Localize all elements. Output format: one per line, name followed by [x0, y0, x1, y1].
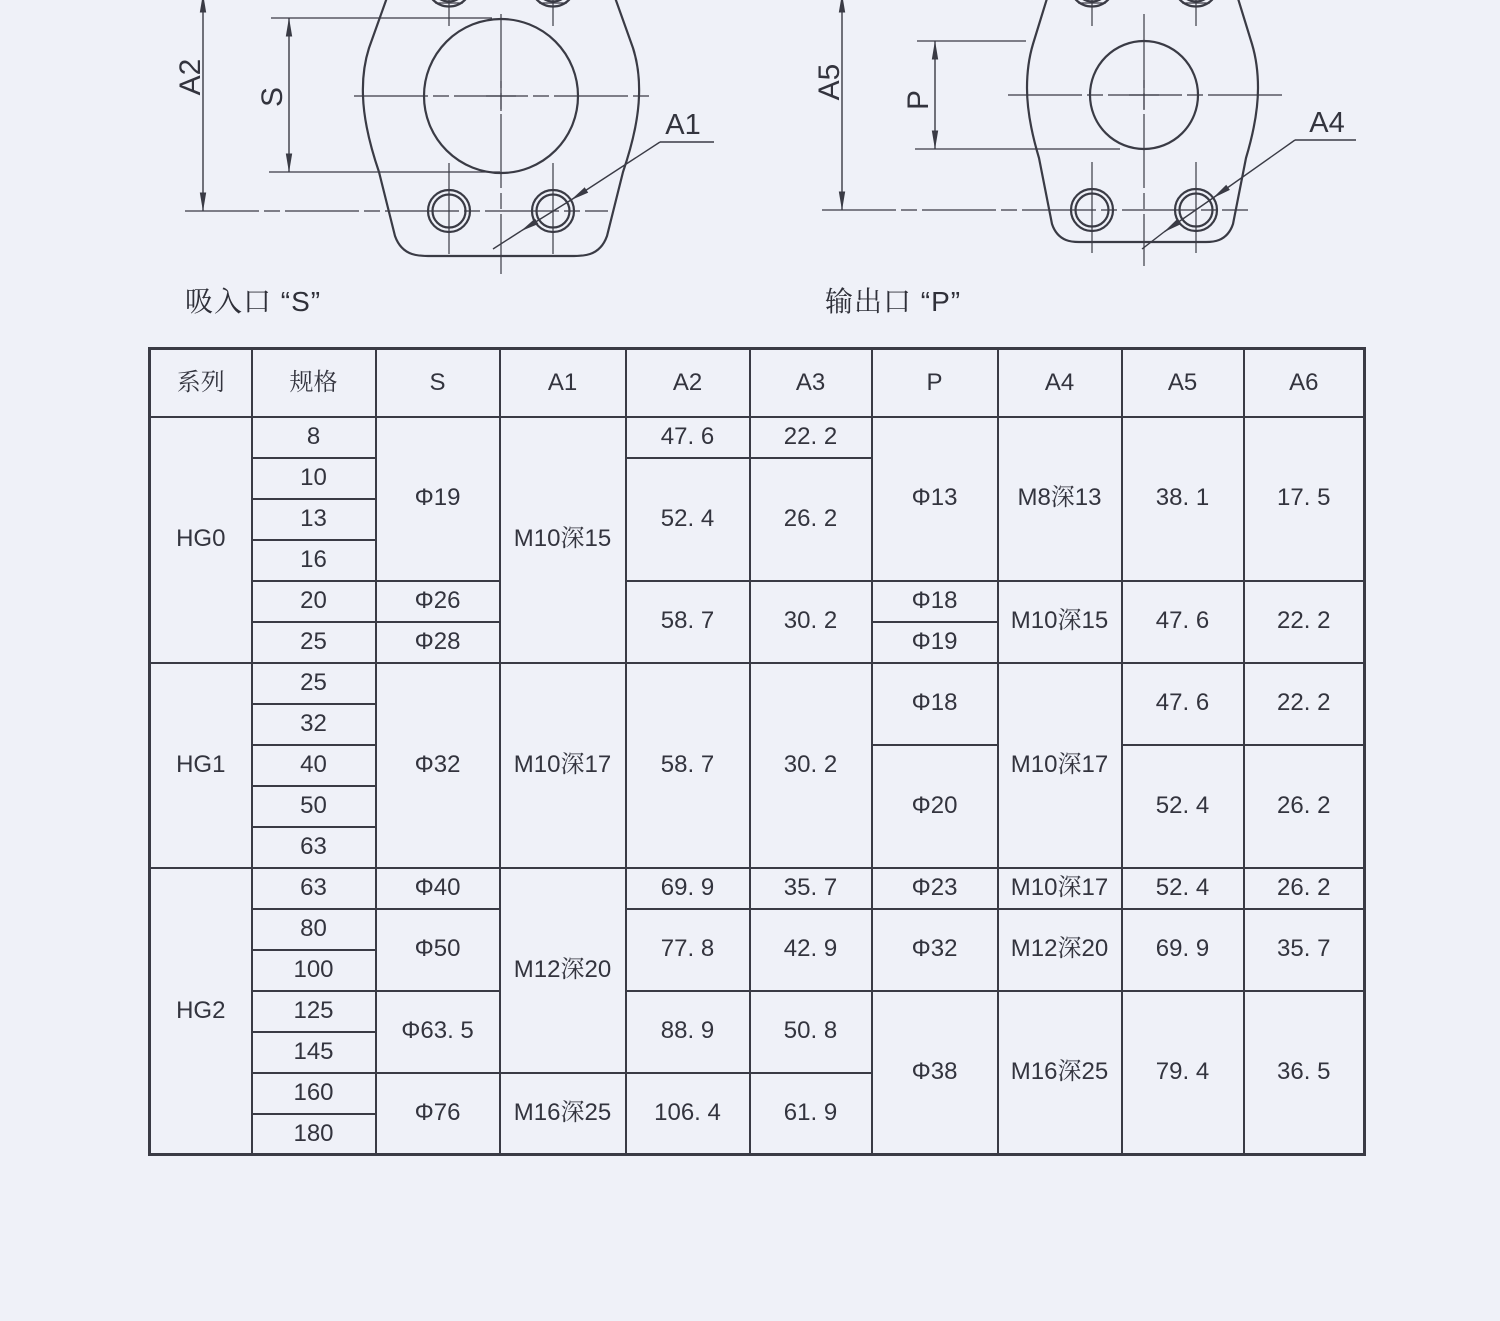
table-cell: 58. 7	[626, 663, 750, 868]
table-cell: 16	[252, 540, 376, 581]
table-cell: 26. 2	[1244, 745, 1365, 868]
table-cell: Φ28	[376, 622, 500, 663]
table-cell: 50	[252, 786, 376, 827]
table-cell: 17. 5	[1244, 417, 1365, 581]
table-cell: 36. 5	[1244, 991, 1365, 1155]
table-cell: 13	[252, 499, 376, 540]
table-cell: 145	[252, 1032, 376, 1073]
column-header-S: S	[376, 349, 500, 417]
table-cell: 42. 9	[750, 909, 872, 991]
table-cell: 58. 7	[626, 581, 750, 663]
table-cell: 52. 4	[1122, 868, 1244, 909]
column-header-A4: A4	[998, 349, 1122, 417]
table-cell: 26. 2	[1244, 868, 1365, 909]
dim-P-label: P	[901, 89, 935, 111]
table-cell: M12深20	[500, 868, 626, 1073]
table-cell: 125	[252, 991, 376, 1032]
table-cell: 160	[252, 1073, 376, 1114]
table-cell: 47. 6	[1122, 663, 1244, 745]
table-cell: Φ63. 5	[376, 991, 500, 1073]
dimension-table-wrap	[148, 347, 1363, 1156]
table-row	[150, 581, 1365, 622]
table-row	[150, 991, 1365, 1032]
table-cell: Φ76	[376, 1073, 500, 1155]
table-cell: 22. 2	[1244, 581, 1365, 663]
dimension-table	[148, 347, 1366, 1156]
table-cell: 106. 4	[626, 1073, 750, 1155]
table-cell: 180	[252, 1114, 376, 1155]
table-cell: M16深25	[500, 1073, 626, 1155]
table-cell: M12深20	[998, 909, 1122, 991]
table-cell: Φ50	[376, 909, 500, 991]
table-cell: 47. 6	[626, 417, 750, 458]
table-cell: 69. 9	[1122, 909, 1244, 991]
callout-A4-label: A4	[1309, 107, 1345, 139]
table-cell: 79. 4	[1122, 991, 1244, 1155]
callout-A1	[493, 109, 714, 249]
table-cell: Φ32	[376, 663, 500, 868]
table-cell: M10深17	[998, 663, 1122, 868]
table-cell: 25	[252, 663, 376, 704]
table-cell: M10深17	[998, 868, 1122, 909]
table-cell: 100	[252, 950, 376, 991]
table-cell: Φ20	[872, 745, 998, 868]
table-cell: Φ32	[872, 909, 998, 991]
table-cell: 26. 2	[750, 458, 872, 581]
output-port-caption: 输出口 “P”	[825, 286, 962, 317]
table-cell: 88. 9	[626, 991, 750, 1073]
table-cell: Φ26	[376, 581, 500, 622]
callout-A4	[1142, 107, 1356, 249]
table-cell: 22. 2	[750, 417, 872, 458]
table-cell: 30. 2	[750, 581, 872, 663]
dim-A5-label: A5	[812, 63, 846, 101]
table-cell: 40	[252, 745, 376, 786]
column-header-规格: 规格	[252, 349, 376, 417]
column-header-A1: A1	[500, 349, 626, 417]
table-cell: 30. 2	[750, 663, 872, 868]
table-cell: 50. 8	[750, 991, 872, 1073]
table-row	[150, 909, 1365, 950]
table-cell: Φ18	[872, 663, 998, 745]
table-row	[150, 417, 1365, 458]
table-cell: 22. 2	[1244, 663, 1365, 745]
dim-A2	[174, 0, 207, 211]
table-cell: 20	[252, 581, 376, 622]
table-cell: 8	[252, 417, 376, 458]
table-cell: Φ19	[872, 622, 998, 663]
table-cell: Φ18	[872, 581, 998, 622]
table-cell: 77. 8	[626, 909, 750, 991]
dim-A2-label: A2	[173, 58, 207, 96]
table-cell: Φ23	[872, 868, 998, 909]
table-cell: 47. 6	[1122, 581, 1244, 663]
suction-port-diagram	[174, 0, 714, 274]
output-port-diagram	[813, 0, 1356, 266]
table-cell: 61. 9	[750, 1073, 872, 1155]
table-cell: 63	[252, 827, 376, 868]
column-header-A2: A2	[626, 349, 750, 417]
suction-port-caption: 吸入口 “S”	[185, 286, 322, 317]
column-header-系列: 系列	[150, 349, 252, 417]
column-header-P: P	[872, 349, 998, 417]
table-cell: Φ38	[872, 991, 998, 1155]
table-row	[150, 868, 1365, 909]
column-header-A5: A5	[1122, 349, 1244, 417]
table-cell: M10深15	[500, 417, 626, 663]
callout-A1-label: A1	[665, 109, 701, 141]
table-cell: 10	[252, 458, 376, 499]
table-header-row	[150, 349, 1365, 417]
table-cell: 69. 9	[626, 868, 750, 909]
dim-A5	[813, 0, 846, 210]
centerlines	[185, 14, 654, 274]
table-cell: 25	[252, 622, 376, 663]
table-cell: HG2	[150, 868, 252, 1155]
table-cell: M10深17	[500, 663, 626, 868]
table-cell: 32	[252, 704, 376, 745]
table-cell: 80	[252, 909, 376, 950]
centerlines	[822, 14, 1282, 266]
table-cell: 35. 7	[1244, 909, 1365, 991]
table-cell: M10深15	[998, 581, 1122, 663]
dim-S	[256, 18, 500, 172]
table-cell: Φ19	[376, 417, 500, 581]
dim-S-label: S	[255, 86, 289, 108]
flange-outline	[1027, 0, 1258, 242]
table-cell: M8深13	[998, 417, 1122, 581]
column-header-A3: A3	[750, 349, 872, 417]
table-cell: HG0	[150, 417, 252, 663]
table-cell: 52. 4	[1122, 745, 1244, 868]
column-header-A6: A6	[1244, 349, 1365, 417]
table-cell: Φ13	[872, 417, 998, 581]
table-cell: Φ40	[376, 868, 500, 909]
table-body	[150, 417, 1365, 1155]
table-row	[150, 663, 1365, 704]
table-cell: 35. 7	[750, 868, 872, 909]
table-cell: 63	[252, 868, 376, 909]
table-cell: 38. 1	[1122, 417, 1244, 581]
table-cell: 52. 4	[626, 458, 750, 581]
table-cell: HG1	[150, 663, 252, 868]
table-cell: M16深25	[998, 991, 1122, 1155]
